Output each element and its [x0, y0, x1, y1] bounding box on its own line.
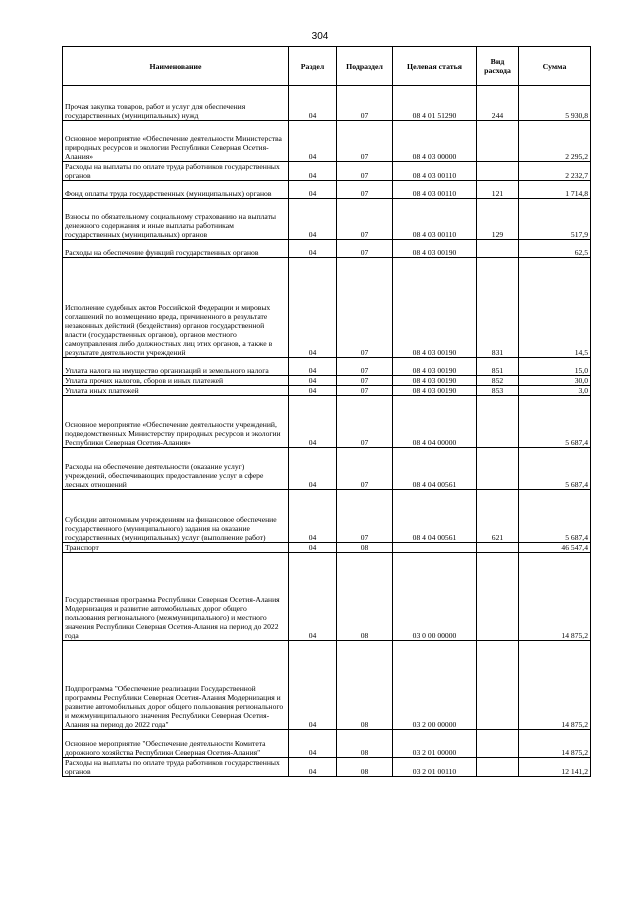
- cell-podrazdel: 07: [337, 386, 393, 396]
- cell-summa: 3,0: [519, 386, 591, 396]
- cell-name: Уплата иных платежей: [63, 386, 289, 396]
- cell-name: Уплата прочих налогов, сборов и иных платежей: [63, 376, 289, 386]
- cell-vid: 853: [477, 386, 519, 396]
- cell-name: Государственная программа Республики Северная Осетия-Алания Модернизация и развитие автомобильных дорог общего пользования регионального (межмуниципального) и местного значения Республики Северная Осетия-Алания на период до 2022 года: [63, 553, 289, 641]
- cell-celevaya: 03 2 01 00000: [393, 730, 477, 758]
- cell-vid: [477, 240, 519, 258]
- header-vid: Вид расхода: [477, 47, 519, 86]
- table-row: [63, 162, 591, 181]
- cell-podrazdel: 08: [337, 758, 393, 777]
- cell-celevaya: 08 4 04 00561: [393, 448, 477, 490]
- cell-razdel: 04: [289, 240, 337, 258]
- cell-podrazdel: 08: [337, 730, 393, 758]
- cell-name: Взносы по обязательному социальному страхованию на выплаты денежного содержания и иные выплаты работникам государственных (муниципальных) органов: [63, 199, 289, 240]
- cell-name: Прочая закупка товаров, работ и услуг для обеспечения государственных (муниципальных) нужд: [63, 86, 289, 121]
- cell-summa: 5 930,8: [519, 86, 591, 121]
- cell-vid: [477, 448, 519, 490]
- cell-podrazdel: 07: [337, 448, 393, 490]
- cell-name: Уплата налога на имущество организаций и земельного налога: [63, 358, 289, 376]
- cell-celevaya: 08 4 03 00110: [393, 181, 477, 199]
- cell-summa: 46 547,4: [519, 543, 591, 553]
- cell-celevaya: [393, 543, 477, 553]
- cell-podrazdel: 08: [337, 543, 393, 553]
- table-row: [63, 758, 591, 777]
- cell-podrazdel: 07: [337, 86, 393, 121]
- cell-name: Расходы на обеспечение деятельности (оказание услуг) учреждений, обеспечивающих предоставление услуг в сфере лесных отношений: [63, 448, 289, 490]
- cell-celevaya: 08 4 04 00000: [393, 396, 477, 448]
- cell-podrazdel: 07: [337, 121, 393, 162]
- table-row: [63, 730, 591, 758]
- cell-razdel: 04: [289, 490, 337, 543]
- cell-podrazdel: 07: [337, 162, 393, 181]
- cell-name: Фонд оплаты труда государственных (муниципальных) органов: [63, 181, 289, 199]
- table-row: [63, 199, 591, 240]
- cell-summa: 15,0: [519, 358, 591, 376]
- cell-razdel: 04: [289, 386, 337, 396]
- cell-summa: 517,9: [519, 199, 591, 240]
- header-razdel: Раздел: [289, 47, 337, 86]
- cell-name: Основное мероприятие "Обеспечение деятельности Комитета дорожного хозяйства Республики Северная Осетия-Алания": [63, 730, 289, 758]
- table-row: [63, 641, 591, 730]
- cell-vid: [477, 758, 519, 777]
- cell-vid: 121: [477, 181, 519, 199]
- cell-celevaya: 03 2 01 00110: [393, 758, 477, 777]
- table-row: [63, 181, 591, 199]
- cell-razdel: 04: [289, 543, 337, 553]
- cell-summa: 14,5: [519, 258, 591, 358]
- table-row: [63, 121, 591, 162]
- cell-vid: 852: [477, 376, 519, 386]
- cell-celevaya: 08 4 04 00561: [393, 490, 477, 543]
- cell-name: Основное мероприятие «Обеспечение деятельности учреждений, подведомственных Министерству природных ресурсов и экологии Республики Северная Осетия-Алания»: [63, 396, 289, 448]
- header-name: Наименование: [63, 47, 289, 86]
- cell-summa: 30,0: [519, 376, 591, 386]
- cell-razdel: 04: [289, 121, 337, 162]
- cell-celevaya: 08 4 03 00190: [393, 386, 477, 396]
- cell-vid: [477, 121, 519, 162]
- cell-razdel: 04: [289, 162, 337, 181]
- page-number: 304: [311, 31, 329, 42]
- cell-name: Субсидии автономным учреждениям на финансовое обеспечение государственного (муниципального) задания на оказание государственных (муниципальных) услуг (выполнение работ): [63, 490, 289, 543]
- table-row: [63, 396, 591, 448]
- table-row: [63, 448, 591, 490]
- table-row: [63, 240, 591, 258]
- header-celevaya: Целевая статья: [393, 47, 477, 86]
- cell-celevaya: 08 4 01 51290: [393, 86, 477, 121]
- cell-vid: [477, 730, 519, 758]
- cell-name: Расходы на выплаты по оплате труда работников государственных органов: [63, 162, 289, 181]
- cell-celevaya: 08 4 03 00000: [393, 121, 477, 162]
- cell-podrazdel: 07: [337, 240, 393, 258]
- cell-celevaya: 08 4 03 00110: [393, 199, 477, 240]
- cell-name: Основное мероприятие «Обеспечение деятельности Министерства природных ресурсов и экологии Республики Северная Осетия-Алания»: [63, 121, 289, 162]
- cell-celevaya: 08 4 03 00190: [393, 358, 477, 376]
- cell-podrazdel: 07: [337, 396, 393, 448]
- cell-summa: 12 141,2: [519, 758, 591, 777]
- budget-table: [62, 46, 591, 777]
- cell-name: Транспорт: [63, 543, 289, 553]
- cell-vid: [477, 396, 519, 448]
- cell-summa: 5 687,4: [519, 396, 591, 448]
- cell-podrazdel: 07: [337, 181, 393, 199]
- cell-celevaya: 08 4 03 00190: [393, 240, 477, 258]
- cell-summa: 2 232,7: [519, 162, 591, 181]
- table-row: [63, 543, 591, 553]
- table-row: [63, 490, 591, 543]
- cell-vid: [477, 641, 519, 730]
- cell-vid: [477, 543, 519, 553]
- cell-name: Исполнение судебных актов Российской Федерации и мировых соглашений по возмещению вреда, причиненного в результате незаконных действий (бездействия) органов государственной власти (государственных органов), органов местного самоуправления либо должностных лиц этих органов, а также в результате деятельности учреждений: [63, 258, 289, 358]
- cell-summa: 1 714,8: [519, 181, 591, 199]
- cell-podrazdel: 07: [337, 490, 393, 543]
- cell-summa: 14 875,2: [519, 730, 591, 758]
- cell-summa: 2 295,2: [519, 121, 591, 162]
- cell-vid: 621: [477, 490, 519, 543]
- cell-celevaya: 08 4 03 00190: [393, 258, 477, 358]
- cell-razdel: 04: [289, 553, 337, 641]
- cell-summa: 62,5: [519, 240, 591, 258]
- table-row: [63, 376, 591, 386]
- cell-razdel: 04: [289, 86, 337, 121]
- cell-celevaya: 03 2 00 00000: [393, 641, 477, 730]
- table-row: [63, 386, 591, 396]
- cell-razdel: 04: [289, 181, 337, 199]
- cell-razdel: 04: [289, 758, 337, 777]
- table-row: [63, 258, 591, 358]
- cell-vid: [477, 162, 519, 181]
- cell-vid: 851: [477, 358, 519, 376]
- cell-celevaya: 03 0 00 00000: [393, 553, 477, 641]
- header-summa: Сумма: [519, 47, 591, 86]
- cell-razdel: 04: [289, 396, 337, 448]
- cell-name: Расходы на обеспечение функций государственных органов: [63, 240, 289, 258]
- cell-vid: 244: [477, 86, 519, 121]
- cell-summa: 5 687,4: [519, 490, 591, 543]
- cell-summa: 5 687,4: [519, 448, 591, 490]
- cell-razdel: 04: [289, 358, 337, 376]
- cell-razdel: 04: [289, 258, 337, 358]
- cell-razdel: 04: [289, 641, 337, 730]
- cell-razdel: 04: [289, 448, 337, 490]
- cell-vid: 831: [477, 258, 519, 358]
- cell-celevaya: 08 4 03 00190: [393, 376, 477, 386]
- cell-summa: 14 875,2: [519, 641, 591, 730]
- table-row: [63, 553, 591, 641]
- table-row: [63, 358, 591, 376]
- cell-podrazdel: 08: [337, 553, 393, 641]
- cell-celevaya: 08 4 03 00110: [393, 162, 477, 181]
- cell-name: Расходы на выплаты по оплате труда работников государственных органов: [63, 758, 289, 777]
- table-row: [63, 86, 591, 121]
- cell-vid: 129: [477, 199, 519, 240]
- cell-podrazdel: 07: [337, 199, 393, 240]
- cell-podrazdel: 08: [337, 641, 393, 730]
- cell-razdel: 04: [289, 376, 337, 386]
- header-podrazdel: Подраздел: [337, 47, 393, 86]
- cell-razdel: 04: [289, 730, 337, 758]
- cell-name: Подпрограмма "Обеспечение реализации Государственной программы Республики Северная Осетия-Алания Модернизация и развитие автомобильных дорог общего пользования регионального и межмуниципального значения Республики Северная Осетия-Алания на период до 2022 года": [63, 641, 289, 730]
- cell-podrazdel: 07: [337, 376, 393, 386]
- table-header-row: [63, 47, 591, 86]
- cell-summa: 14 875,2: [519, 553, 591, 641]
- cell-podrazdel: 07: [337, 358, 393, 376]
- cell-vid: [477, 553, 519, 641]
- cell-razdel: 04: [289, 199, 337, 240]
- cell-podrazdel: 07: [337, 258, 393, 358]
